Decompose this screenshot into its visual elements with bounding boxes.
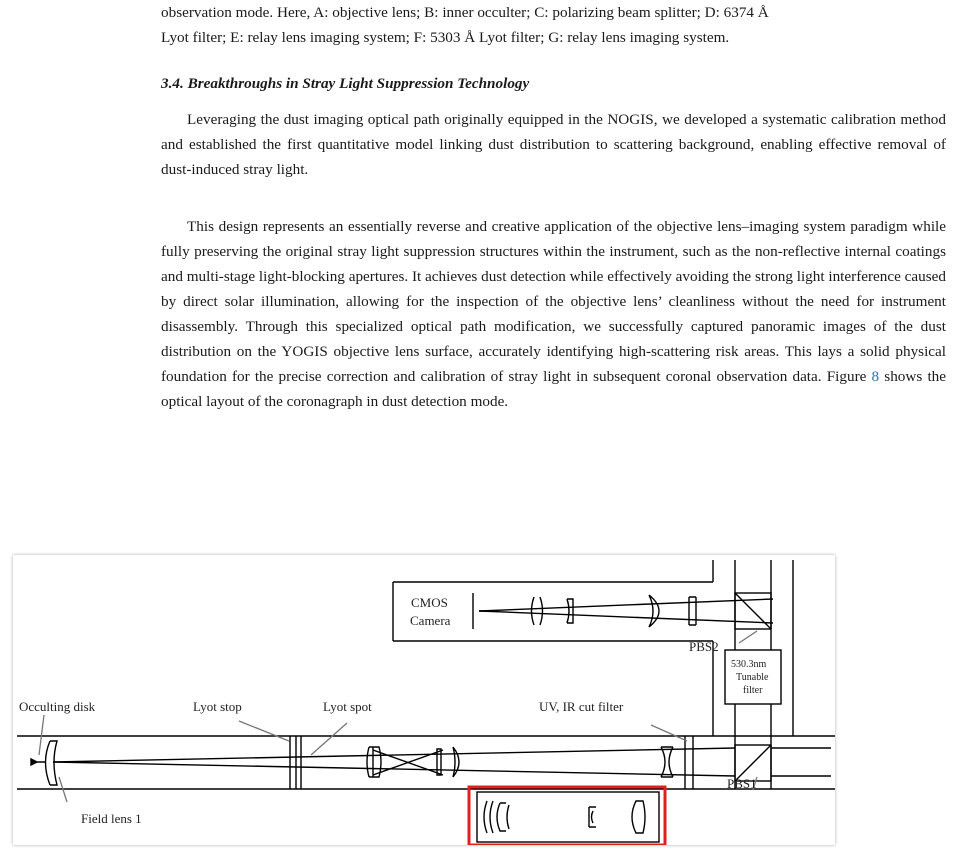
pbs2-label: PBS2: [689, 639, 719, 654]
filter-label-3: filter: [743, 685, 763, 696]
field-lens-label: Field lens 1: [81, 811, 142, 826]
text-column: [161, 0, 946, 410]
filter-label-2: Tunable: [736, 672, 769, 683]
caption-line-1: observation mode. Here, A: objective lens; B: inner occulter; C: polarizing beam splitter; D: 6374 Å: [161, 4, 769, 21]
cmos-label-2: Camera: [410, 613, 451, 628]
paragraph-2-end: shows the optical layout of the coronagraph in dust detection mode.: [161, 368, 946, 410]
pbs1-label: PBS1: [727, 776, 757, 791]
paragraph-2-text: This design represents an essentially reverse and creative application of the objective lens–imaging system paradigm while fully preserving the original stray light suppression structures within the instrument, such as the non-reflective internal coatings and multi-stage light-blocking apertures. It achieves dust detection while effectively avoiding the strong light interference caused by direct solar illumination, allowing for the inspection of the objective lens’ cleanliness without the need for instrument disassembly. Through this specialized optical path modification, we successfully captured panoramic images of the dust distribution on the YOGIS objective lens surface, accurately identifying high-scattering risk areas. This lays a solid physical foundation for the precise correction and calibration of stray light in subsequent coronal observation data. Figure: [161, 218, 946, 385]
optical-layout-diagram: [13, 555, 835, 845]
highlight-box: [469, 787, 665, 845]
cmos-label-1: CMOS: [411, 595, 448, 610]
figure-caption-continuation: [161, 0, 946, 50]
occulting-disk-label: Occulting disk: [19, 699, 96, 714]
section-heading: 3.4. Breakthroughs in Stray Light Suppression Technology: [161, 75, 530, 92]
figure-8-link[interactable]: 8: [871, 368, 880, 385]
paragraph-2: [161, 214, 946, 414]
optical-layout-figure: [13, 555, 835, 845]
caption-line-2: Lyot filter; E: relay lens imaging system; F: 5303 Å Lyot filter; G: relay lens imaging system.: [161, 29, 730, 46]
filter-label-1: 530.3nm: [731, 659, 767, 670]
lyot-spot-label: Lyot spot: [323, 699, 372, 714]
paragraph-1: Leveraging the dust imaging optical path originally equipped in the NOGIS, we developed a systematic calibration method and established the first quantitative model linking dust distribution to scattering background, enabling effective removal of dust-induced stray light.: [161, 111, 946, 178]
uv-ir-cut-filter-label: UV, IR cut filter: [539, 699, 624, 714]
lyot-stop-label: Lyot stop: [193, 699, 242, 714]
